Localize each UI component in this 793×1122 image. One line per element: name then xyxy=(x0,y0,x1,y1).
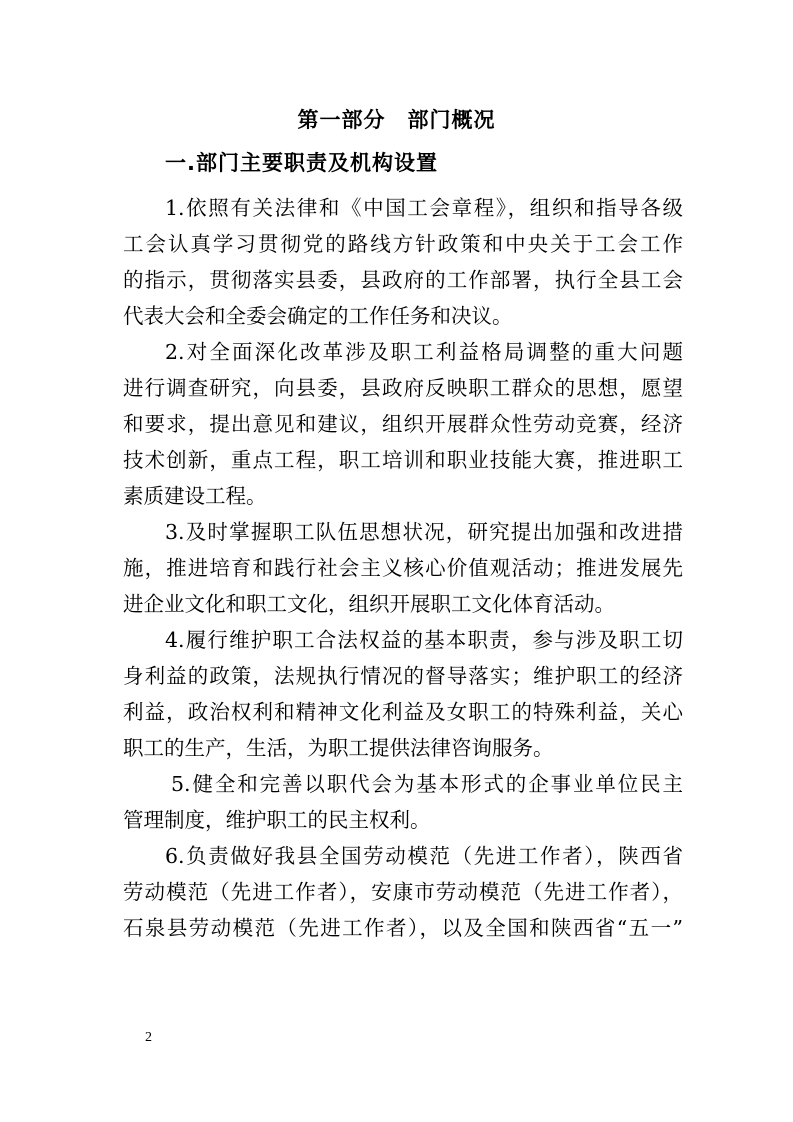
paragraph-line: 代表大会和全委会确定的工作任务和决议。 xyxy=(123,304,513,328)
paragraph-line: 4.履行维护职工合法权益的基本职责，参与涉及职工切 xyxy=(165,628,683,652)
paragraph-line: 劳动模范（先进工作者），安康市劳动模范（先进工作者）， xyxy=(123,880,683,904)
page-number: 2 xyxy=(145,1030,152,1045)
paragraph-line: 的指示，贯彻落实县委，县政府的工作部署，执行全县工会 xyxy=(123,268,683,292)
paragraph-line: 素质建设工程。 xyxy=(123,484,267,508)
paragraph-line: 3.及时掌握职工队伍思想状况，研究提出加强和改进措 xyxy=(165,520,683,544)
paragraph-line: 1.依照有关法律和《中国工会章程》，组织和指导各级 xyxy=(165,196,683,220)
paragraph-line: 进行调查研究，向县委，县政府反映职工群众的思想，愿望 xyxy=(123,376,683,400)
paragraph-line: 职工的生产，生活，为职工提供法律咨询服务。 xyxy=(123,736,554,760)
paragraph-line: 管理制度，维护职工的民主权利。 xyxy=(123,808,431,832)
paragraph-line: 2.对全面深化改革涉及职工利益格局调整的重大问题 xyxy=(165,340,683,364)
paragraph-line: 石泉县劳动模范（先进工作者），以及全国和陕西省“五一” xyxy=(123,916,683,940)
paragraph-line: 身利益的政策，法规执行情况的督导落实；维护职工的经济 xyxy=(123,664,683,688)
page-title: 第一部分 部门概况 xyxy=(297,108,496,132)
paragraph-line: 施，推进培育和践行社会主义核心价值观活动；推进发展先 xyxy=(123,556,683,580)
paragraph-line: 6.负责做好我县全国劳动模范（先进工作者），陕西省 xyxy=(165,844,683,868)
paragraph-line: 利益，政治权利和精神文化利益及女职工的特殊利益，关心 xyxy=(123,700,683,724)
paragraph-line: 和要求，提出意见和建议，组织开展群众性劳动竞赛，经济 xyxy=(123,412,683,436)
paragraph-line: 进企业文化和职工文化，组织开展职工文化体育活动。 xyxy=(123,592,615,616)
paragraph-line: 5.健全和完善以职代会为基本形式的企事业单位民主 xyxy=(171,772,683,796)
section-heading: 一.部门主要职责及机构设置 xyxy=(165,151,438,175)
paragraph-line: 工会认真学习贯彻党的路线方针政策和中央关于工会工作 xyxy=(123,232,683,256)
paragraph-line: 技术创新，重点工程，职工培训和职业技能大赛，推进职工 xyxy=(123,448,683,472)
